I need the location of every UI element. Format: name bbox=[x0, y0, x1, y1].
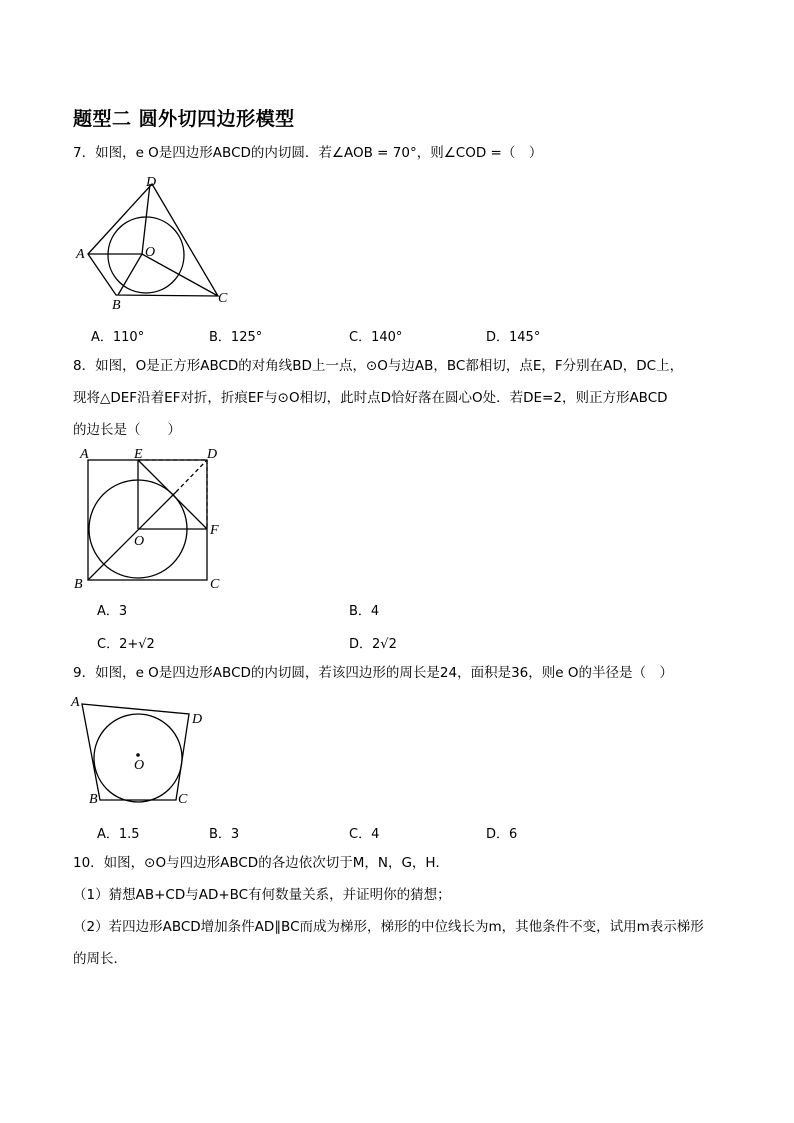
q8-label-c: C bbox=[210, 577, 220, 592]
question-9-figure bbox=[68, 692, 218, 812]
question-10-line-4: 的周长． bbox=[73, 951, 127, 967]
q8-label-f: F bbox=[210, 523, 219, 538]
question-7-figure bbox=[70, 170, 240, 313]
section-title: 题型二 圆外切四边形模型 bbox=[73, 108, 295, 130]
question-9-text: 9．如图，e O是四边形ABCD的内切圆，若该四边形的周长是24，面积是36，则e O的半径是（ ） bbox=[73, 665, 673, 681]
q8-label-d: D bbox=[207, 447, 218, 462]
q9-option-a: A．1.5 bbox=[97, 827, 140, 842]
q9-option-b: B．3 bbox=[209, 827, 240, 842]
q9-label-b: B bbox=[89, 792, 98, 807]
q7-label-d: D bbox=[146, 175, 157, 190]
q9-option-d: D．6 bbox=[486, 827, 518, 842]
question-8-line-1: 8．如图，O是正方形ABCD的对角线BD上一点，⊙O与边AB，BC都相切，点E，F分别在AD，DC上， bbox=[73, 358, 684, 374]
q8-option-b: B．4 bbox=[349, 604, 380, 619]
q8-label-e: E bbox=[134, 447, 143, 462]
question-8-line-2: 现将△DEF沿着EF对折，折痕EF与⊙O相切，此时点D恰好落在圆心O处．若DE=2，则正方形ABCD bbox=[73, 390, 668, 406]
q7-label-o: O bbox=[145, 245, 156, 260]
question-10-line-1: 10．如图，⊙O与四边形ABCD的各边依次切于M，N，G，H． bbox=[73, 855, 450, 871]
question-10-line-3: （2）若四边形ABCD增加条件AD∥BC而成为梯形，梯形的中位线长为m，其他条件不变，试用m表示梯形 bbox=[73, 919, 704, 935]
q9-option-c: C．4 bbox=[349, 827, 380, 842]
q7-option-d: D．145° bbox=[486, 330, 541, 345]
q8-label-o: O bbox=[134, 534, 145, 549]
question-8-line-3: 的边长是（ ） bbox=[73, 422, 181, 438]
q7-option-a: A．110° bbox=[91, 330, 145, 345]
question-10-line-2: （1）猜想AB+CD与AD+BC有何数量关系，并证明你的猜想； bbox=[73, 887, 451, 903]
q9-label-o: O bbox=[134, 758, 145, 773]
question-8-figure bbox=[70, 444, 230, 594]
q9-center-dot bbox=[136, 753, 140, 757]
q8-option-a: A．3 bbox=[97, 604, 128, 619]
q9-label-c: C bbox=[178, 792, 188, 807]
q8-label-a: A bbox=[80, 447, 89, 462]
q7-option-b: B．125° bbox=[209, 330, 263, 345]
q7-label-a: A bbox=[76, 247, 85, 262]
q7-label-c: C bbox=[218, 291, 228, 306]
q8-option-d: D．2√2 bbox=[349, 637, 397, 652]
q9-label-d: D bbox=[192, 712, 203, 727]
q8-label-b: B bbox=[74, 577, 83, 592]
question-7-text: 7．如图，e O是四边形ABCD的内切圆．若∠AOB = 70°，则∠COD =（ ） bbox=[73, 145, 543, 161]
q8-option-c: C．2+√2 bbox=[97, 637, 155, 652]
q7-label-b: B bbox=[112, 298, 121, 313]
q9-label-a: A bbox=[71, 695, 80, 710]
q7-option-c: C．140° bbox=[349, 330, 403, 345]
